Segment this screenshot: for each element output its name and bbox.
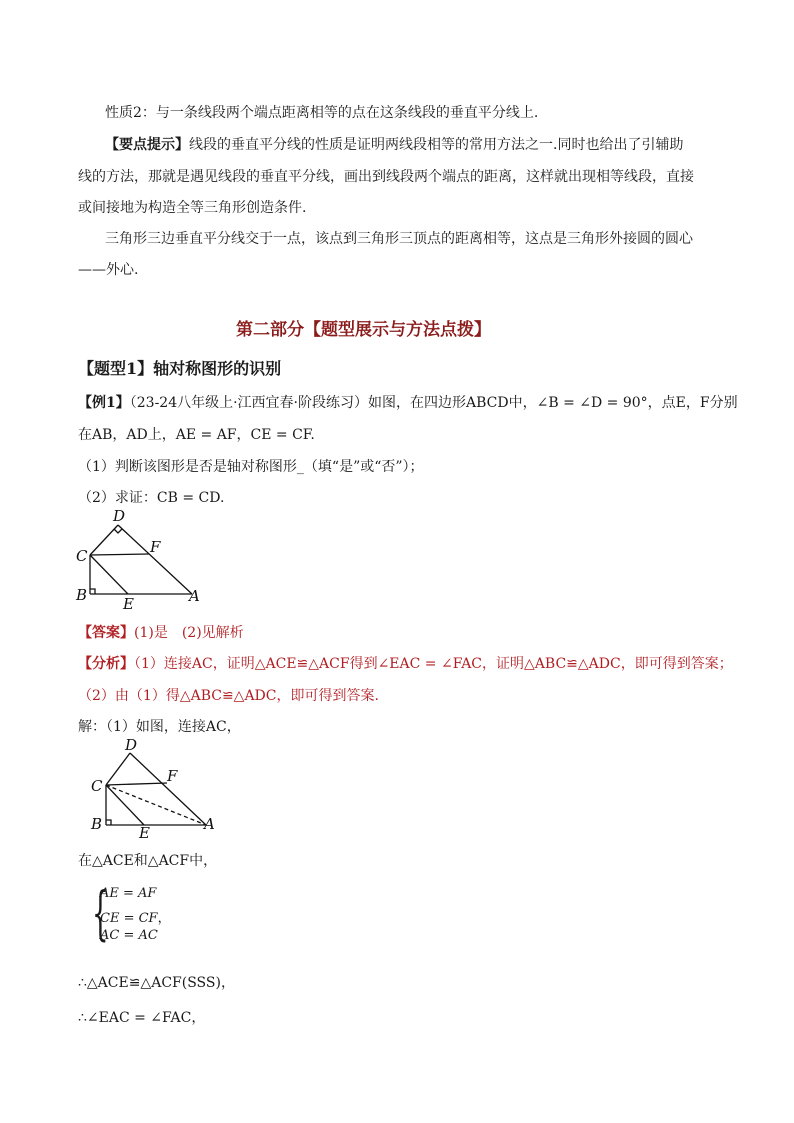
analysis-line-2: （2）由（1）得△ABC≌△ADC，即可得到答案. bbox=[78, 688, 379, 704]
label-a: A bbox=[204, 815, 215, 833]
answer-line bbox=[78, 622, 244, 642]
property-2-text: 性质2：与一条线段两个端点距离相等的点在这条线段的垂直平分线上. bbox=[105, 105, 539, 121]
label-f: F bbox=[167, 767, 178, 785]
segment-cf bbox=[90, 554, 149, 555]
example-1-line-1 bbox=[78, 392, 738, 412]
analysis-label: 【分析】 bbox=[78, 656, 134, 672]
left-brace: { bbox=[92, 879, 109, 947]
right-angle-b bbox=[106, 820, 111, 825]
quadrilateral-figure-with-diagonal bbox=[78, 739, 218, 843]
label-c: C bbox=[91, 777, 103, 795]
equation-system bbox=[92, 879, 212, 948]
case-1: AE = AF bbox=[100, 886, 157, 901]
tip-line-2: 线的方法，那就是遇见线段的垂直平分线，画出到线段两个端点的距离，这样就出现相等线段，直接 bbox=[78, 169, 694, 185]
right-angle-d bbox=[114, 529, 122, 533]
example-text-1: （23-24八年级上·江西宜春·阶段练习）如图，在四边形ABCD中，∠B = ∠D = 90°，点E，F分别 bbox=[129, 395, 738, 411]
example-label: 【例1】 bbox=[78, 395, 130, 411]
label-b: B bbox=[91, 815, 103, 833]
segment-da bbox=[118, 525, 192, 594]
label-e: E bbox=[139, 824, 150, 842]
question-2: （2）求证：CB = CD. bbox=[78, 490, 225, 506]
right-angle-b bbox=[90, 589, 95, 594]
label-d: D bbox=[113, 508, 126, 525]
analysis-text-1: （1）连接AC，证明△ACE≌△ACF得到∠EAC = ∠FAC，证明△ABC≌△ADC，即可得到答案； bbox=[134, 656, 733, 672]
question-type-1-heading: 【题型1】轴对称图形的识别 bbox=[78, 359, 282, 378]
solution-line-1: 解：（1）如图，连接AC， bbox=[78, 719, 241, 735]
conclusion-1: ∴△ACE≌△ACF(SSS)， bbox=[78, 975, 235, 991]
solution-line-2: 在△ACE和△ACF中， bbox=[78, 853, 218, 869]
label-a: A bbox=[189, 587, 200, 605]
circumcenter-line-1: 三角形三边垂直平分线交于一点，该点到三角形三顶点的距离相等，这点是三角形外接圆的圆心 bbox=[105, 231, 693, 247]
segment-ac-dashed bbox=[106, 785, 206, 825]
case-2-text: CE = CF bbox=[100, 911, 158, 926]
label-d: D bbox=[125, 739, 138, 754]
conclusion-2: ∴∠EAC = ∠FAC， bbox=[78, 1010, 206, 1026]
segment-ce bbox=[106, 785, 144, 825]
segment-da bbox=[130, 753, 206, 825]
segment-ce bbox=[90, 555, 128, 594]
segment-cf bbox=[106, 783, 167, 785]
case-3: AC = AC bbox=[100, 928, 158, 943]
tip-line-1 bbox=[105, 134, 683, 154]
label-f: F bbox=[150, 538, 161, 556]
label-e: E bbox=[123, 595, 134, 612]
segment-cd bbox=[106, 753, 130, 785]
question-1: （1）判断该图形是否是轴对称图形_（填“是”或“否”）； bbox=[78, 459, 424, 475]
case-2 bbox=[100, 907, 171, 926]
tip-line-3: 或间接地为构造全等三角形创造条件. bbox=[78, 200, 307, 216]
tip-label: 【要点提示】 bbox=[105, 137, 189, 153]
label-b: B bbox=[76, 586, 88, 604]
analysis-line-1 bbox=[78, 653, 733, 673]
label-c: C bbox=[76, 547, 88, 565]
quadrilateral-figure bbox=[72, 508, 212, 612]
tip-text-1: 线段的垂直平分线的性质是证明两线段相等的常用方法之一.同时也给出了引辅助 bbox=[189, 137, 684, 153]
case-2-comma: ， bbox=[157, 911, 171, 926]
section-title: 第二部分【题型展示与方法点拨】 bbox=[236, 320, 491, 340]
answer-label: 【答案】 bbox=[78, 625, 134, 641]
answer-text: (1)是 (2)见解析 bbox=[134, 625, 244, 641]
circumcenter-line-2: ——外心. bbox=[78, 262, 139, 278]
example-1-line-2: 在AB，AD上，AE = AF，CE = CF. bbox=[78, 427, 315, 443]
